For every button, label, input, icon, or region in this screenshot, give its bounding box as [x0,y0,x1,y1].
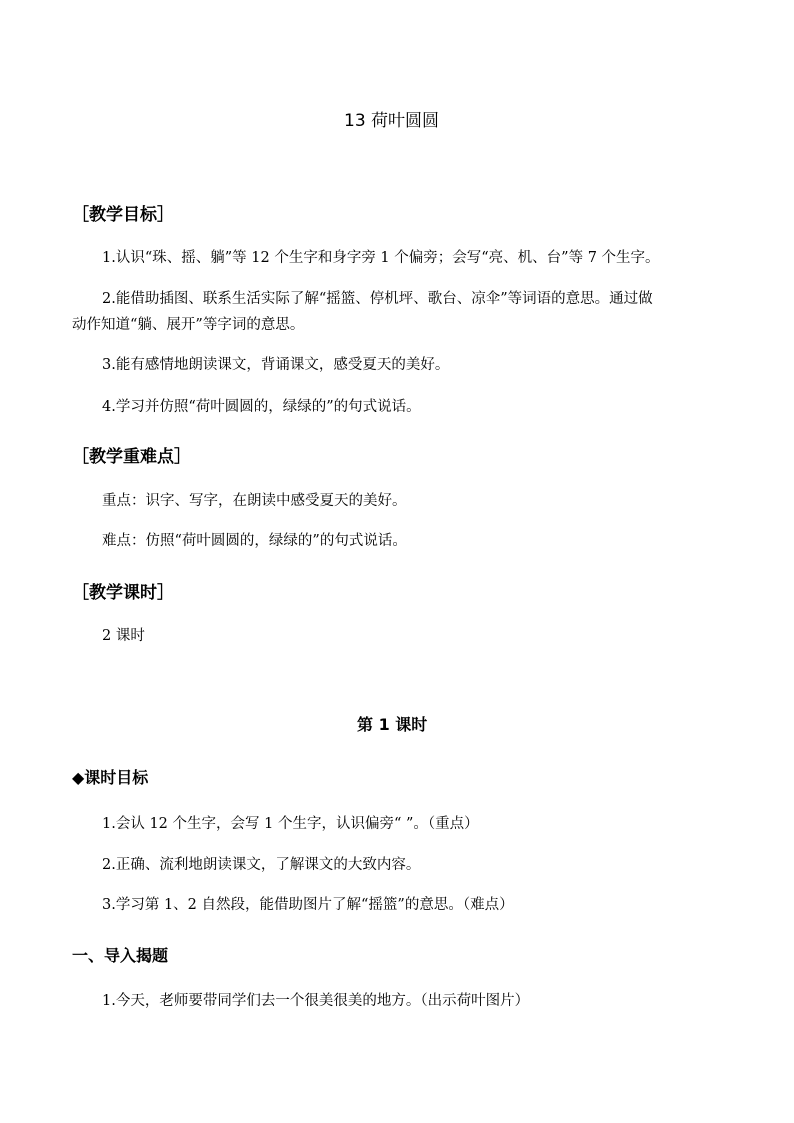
objective-item-3: 3.能有感情地朗读课文，背诵课文，感受夏天的美好。 [102,357,450,373]
key-points-heading: ［教学重难点］ [72,447,191,467]
hours-heading: ［教学课时］ [72,583,174,603]
objective-item-1: 1.认识“珠、摇、躺”等 12 个生字和身字旁 1 个偏旁；会写“亮、机、台”等 7 个生字。 [102,250,660,266]
key-point-item: 重点：识字、写字，在朗读中感受夏天的美好。 [102,493,407,509]
difficult-point-item: 难点：仿照“荷叶圆圆的，绿绿的”的句式说话。 [102,533,407,549]
lesson-goal-2: 2.正确、流利地朗读课文，了解课文的大致内容。 [102,857,421,873]
introduction-item-1: 1.今天，老师要带同学们去一个很美很美的地方。（出示荷叶图片） [102,993,530,1009]
document-title: 13 荷叶圆圆 [344,111,440,131]
lesson-goal-1: 1.会认 12 个生字，会写 1 个生字，认识偏旁“ ”。（重点） [102,816,479,832]
lesson-goal-3: 3.学习第 1、2 自然段，能借助图片了解“摇篮”的意思。（难点） [102,897,514,913]
lesson-goals-heading: ◆课时目标 [72,768,149,787]
objectives-heading: ［教学目标］ [72,205,174,225]
hours-value: 2 课时 [102,628,145,644]
objective-item-2-continued: 动作知道“躺、展开”等字词的意思。 [72,317,305,333]
section-heading-introduction: 一、导入揭题 [72,946,169,965]
lesson-title: 第 1 课时 [357,715,428,734]
objective-item-4: 4.学习并仿照“荷叶圆圆的，绿绿的”的句式说话。 [102,399,421,415]
objective-item-2: 2.能借助插图、联系生活实际了解“摇篮、停机坪、歌台、凉伞”等词语的意思。通过做 [102,291,653,307]
